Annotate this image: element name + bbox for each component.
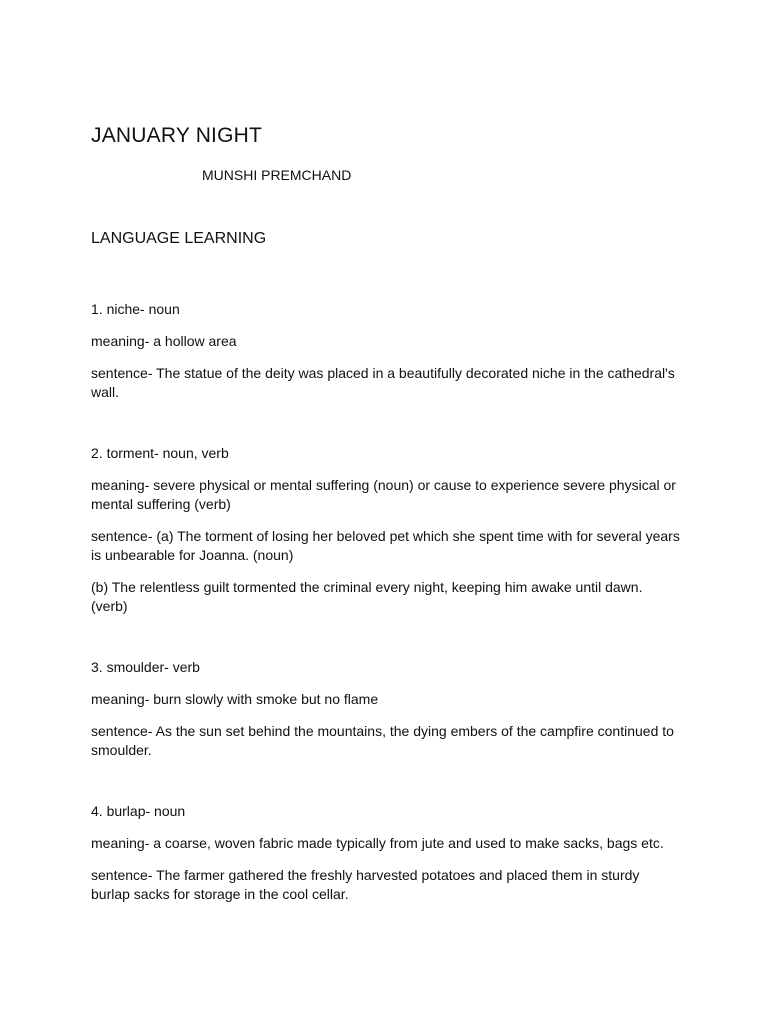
entry-sentence: sentence- The farmer gathered the freshly harvested potatoes and placed them in sturdy burlap sacks for storage in the cool cellar. bbox=[91, 867, 640, 902]
entry-sentence: sentence- The statue of the deity was placed in a beautifully decorated niche in the cathedral's wall. bbox=[91, 365, 675, 400]
entry-headword: 2. torment- noun, verb bbox=[91, 445, 229, 461]
vocabulary-entry bbox=[91, 444, 681, 616]
entry-headword: 4. burlap- noun bbox=[91, 803, 186, 819]
vocabulary-entry bbox=[91, 658, 681, 760]
entry-meaning: meaning- a coarse, woven fabric made typically from jute and used to make sacks, bags etc. bbox=[91, 835, 664, 851]
entry-headword: 3. smoulder- verb bbox=[91, 659, 200, 675]
vocabulary-entry bbox=[91, 802, 681, 904]
section-heading: LANGUAGE LEARNING bbox=[91, 230, 267, 247]
entry-meaning: meaning- burn slowly with smoke but no flame bbox=[91, 691, 379, 707]
entry-meaning: meaning- a hollow area bbox=[91, 333, 237, 349]
document-title: JANUARY NIGHT bbox=[91, 124, 263, 147]
entry-sentence: sentence- As the sun set behind the mountains, the dying embers of the campfire continued to smoulder. bbox=[91, 723, 674, 758]
entry-sentence: sentence- (a) The torment of losing her beloved pet which she spent time with for several years is unbearable for Joanna. (noun) bbox=[91, 528, 680, 563]
entry-sentence: (b) The relentless guilt tormented the criminal every night, keeping him awake until dawn. (verb) bbox=[91, 579, 643, 614]
author-name: MUNSHI PREMCHAND bbox=[202, 167, 352, 183]
vocabulary-list bbox=[91, 300, 681, 946]
entry-headword: 1. niche- noun bbox=[91, 301, 180, 317]
entry-meaning: meaning- severe physical or mental suffering (noun) or cause to experience severe physical or mental suffering (verb) bbox=[91, 477, 676, 512]
vocabulary-entry bbox=[91, 300, 681, 402]
